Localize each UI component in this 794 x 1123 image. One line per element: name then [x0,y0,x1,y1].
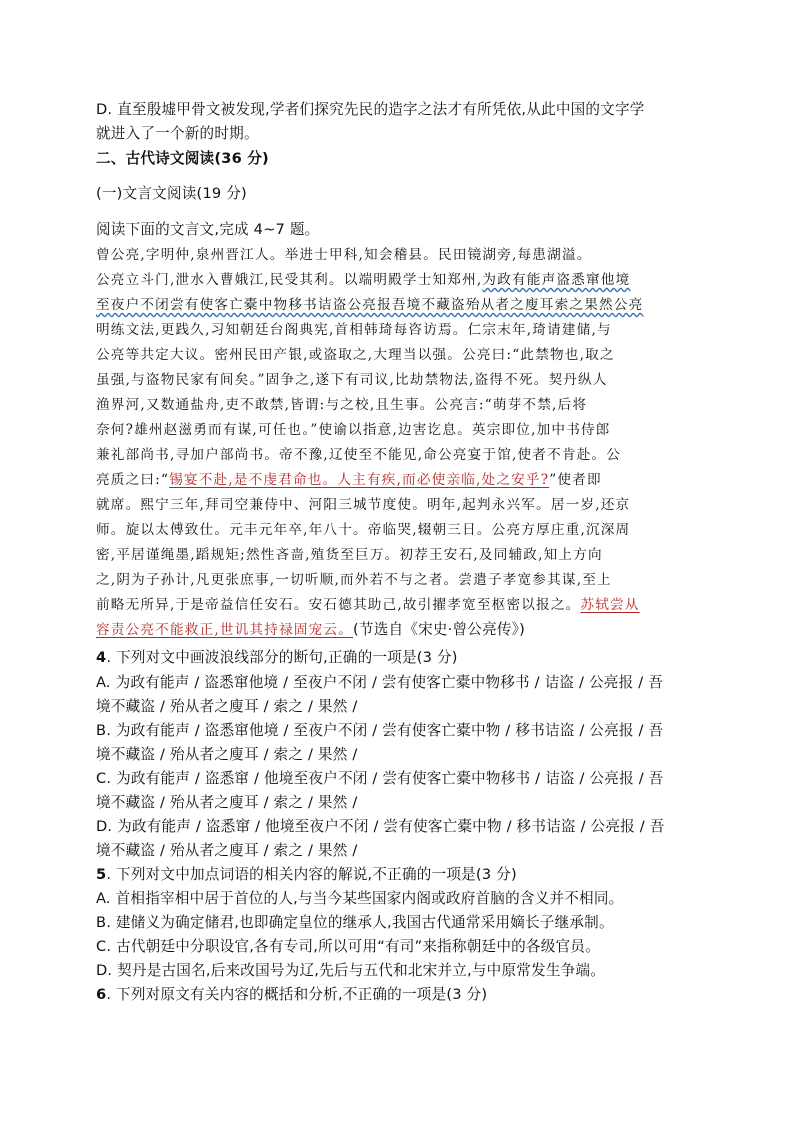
red-underlined-text: 苏轼尝从 [580,597,640,613]
question-text: . 下列对原文有关内容的概括和分析,不正确的一项是(3 分) [106,986,488,1003]
q5-option-b: B. 建储义为确定储君,也即确定皇位的继承人,我国古代通常采用嫡长子继承制。 [96,914,614,931]
section-heading: 二、古代诗文阅读(36 分) [96,150,269,167]
q4-option-b-cont: 境不藏盗 / 殆从者之廋耳 / 索之 / 果然 / [96,746,358,763]
passage-line: 就席。熙宁三年,拜司空兼侍中、河阳三城节度使。明年,起判永兴军。居一岁,还京 [96,497,631,513]
question-number: 6 [96,986,107,1003]
passage-line [96,618,525,639]
passage-line: 奈何?雄州赵滋勇而有谋,可任也。”使谕以指意,边害讫息。英宗即位,加中书侍郎 [96,422,611,438]
passage-text: 公亮立斗门,泄水入曹娥江,民受其利。以端明殿学士知郑州, [96,272,483,288]
passage-line: 渔界河,又数通盐舟,吏不敢禁,皆谓:与之校,且生事。公亮言:“萌芽不禁,后将 [96,397,588,413]
q5-option-c: C. 古代朝廷中分职设官,各有专司,所以可用“有司”来指称朝廷中的各级官员。 [96,938,600,955]
q4-option-c-cont: 境不藏盗 / 殆从者之廋耳 / 索之 / 果然 / [96,794,358,811]
prev-option-d-line1: D. 直至殷墟甲骨文被发现,学者们探究先民的造字之法才有所凭依,从此中国的文字学 [96,101,645,118]
q4-option-c: C. 为政有能声 / 盗悉窜 / 他境至夜户不闭 / 尝有使客亡橐中物移书 / 诘盗 / 公亮报 / 吾 [96,770,664,787]
wavy-underlined-text: 为政有能声盗悉窜他境 [482,272,631,288]
passage-line: 师。旋以太傅致仕。元丰元年卒,年八十。帝临哭,辍朝三日。公亮方厚庄重,沉深周 [96,522,631,538]
source-citation: (节选自《宋史·曾公亮传》) [353,621,526,638]
question-number: 4 [96,649,107,666]
q5-option-d: D. 契丹是古国名,后来改国号为辽,先后与五代和北宋并立,与中原常发生争端。 [96,962,606,979]
q4-option-a: A. 为政有能声 / 盗悉窜他境 / 至夜户不闭 / 尝有使客亡橐中物移书 / 诘盗 / 公亮报 / 吾 [96,674,663,691]
q4-option-d: D. 为政有能声 / 盗悉窜 / 他境至夜户不闭 / 尝有使客亡橐中物 / 移书诘盗 / 公亮报 / 吾 [96,818,665,835]
passage-line: 虽强,与盗物民家有间矣。”固争之,遂下有司议,比劫禁物法,盗得不死。契丹纵人 [96,372,608,388]
passage-text: ”使者即 [549,472,602,488]
passage-line [96,593,640,613]
passage-line: 之,阴为子孙计,凡更张庶事,一切听顺,而外若不与之者。尝遣子孝宽参其谋,至上 [96,572,612,588]
question-4-title [96,646,458,667]
passage-line: 兼礼部尚书,寻加户部尚书。帝不豫,辽使至不能见,命公亮宴于馆,使者不肯赴。公 [96,447,622,463]
question-text: . 下列对文中画波浪线部分的断句,正确的一项是(3 分) [106,649,458,666]
q4-option-b: B. 为政有能声 / 盗悉窜他境 / 至夜户不闭 / 尝有使客亡橐中物 / 移书诘盗 / 公亮报 / 吾 [96,722,664,739]
passage-line [96,268,630,288]
passage-line: 明练文法,更践久,习知朝廷台阁典宪,首相韩琦每咨访焉。仁宗末年,琦请建储,与 [96,322,612,338]
passage-text: 前略无所异,于是帝益信任安石。安石德其助己,故引擢孝宽至枢密以报之。 [96,597,581,613]
passage-line: 曾公亮,字明仲,泉州晋江人。举进士甲科,知会稽县。民田镜湖旁,每患湖溢。 [96,247,592,263]
q4-option-d-cont: 境不藏盗 / 殆从者之廋耳 / 索之 / 果然 / [96,842,358,859]
question-text: . 下列对文中加点词语的相关内容的解说,不正确的一项是(3 分) [106,866,517,883]
prev-option-d-line2: 就进入了一个新的时期。 [96,125,259,142]
instruction-text: 阅读下面的文言文,完成 4~7 题。 [96,221,320,238]
question-number: 5 [96,866,107,883]
passage-line: 密,平居谨绳墨,蹈规矩;然性吝啬,殖货至巨万。初荐王安石,及同辅政,知上方向 [96,547,603,563]
q5-option-a: A. 首相指宰相中居于首位的人,与当今某些国家内阁或政府首脑的含义并不相同。 [96,890,624,907]
red-underlined-text: 锡宴不赴,是不虔君命也。人主有疾,而必使亲临,处之安乎? [169,472,550,488]
passage-line: 公亮等共定大议。密州民田产银,或盗取之,大理当以强。公亮曰:“此禁物也,取之 [96,347,615,363]
question-6-title [96,983,487,1004]
question-5-title [96,863,517,884]
wavy-underlined-line: 至夜户不闭尝有使客亡橐中物移书诘盗公亮报吾境不藏盗殆从者之廋耳索之果然公亮 [96,297,644,313]
passage-text: 亮质之曰:“ [96,472,170,488]
subsection-heading: (一)文言文阅读(19 分) [96,185,247,202]
passage-line [96,468,602,488]
q4-option-a-cont: 境不藏盗 / 殆从者之廋耳 / 索之 / 果然 / [96,698,358,715]
red-underlined-text: 容责公亮不能救正,世讥其持禄固宠云。 [96,622,354,638]
